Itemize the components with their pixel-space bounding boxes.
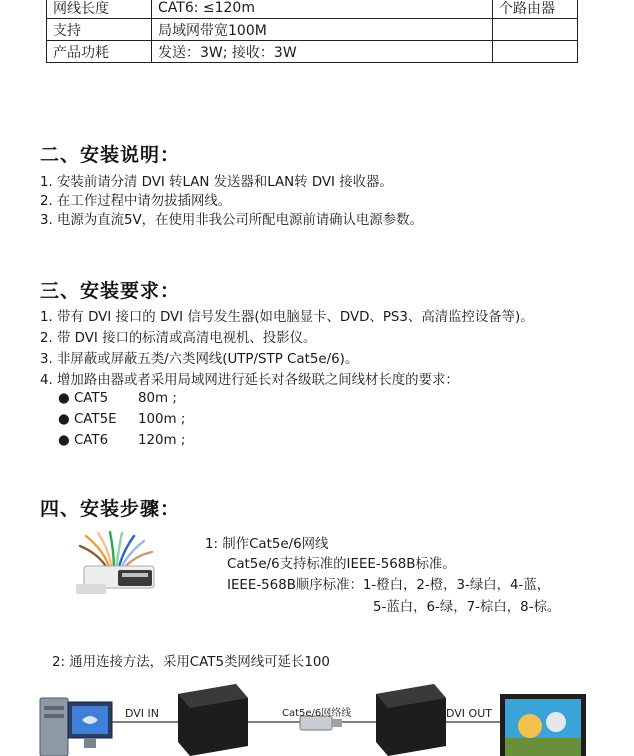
spec-label: 网线长度 [47, 0, 152, 19]
receiver-device-icon [376, 684, 446, 756]
step1-title: 1: 制作Cat5e/6网线 [205, 537, 329, 552]
spec-label: 产品功耗 [47, 41, 152, 63]
step1-order-2: 5-蓝白，6-绿，7-棕白，8-棕。 [373, 600, 561, 615]
install-note-line: 3. 电源为直流5V，在使用非我公司所配电源前请确认电源参数。 [40, 213, 423, 228]
spec-value: 局域网带宽100M [152, 19, 493, 41]
cable-type: ● CAT6 [58, 433, 109, 448]
table-row [47, 19, 578, 41]
pc-tower-icon [40, 698, 68, 756]
requirement-line: 1. 带有 DVI 接口的 DVI 信号发生器(如电脑显卡、DVD、PS3、高清监控设备等)。 [40, 310, 534, 325]
cable-label: Cat5e/6网络线 [282, 708, 352, 719]
cable-length-item [58, 412, 186, 427]
install-note-line: 1. 安装前请分清 DVI 转LAN 发送器和LAN转 DVI 接收器。 [40, 175, 393, 190]
spec-value: CAT6: ≤120m [152, 0, 493, 19]
spec-value: 发送：3W; 接收：3W [152, 41, 493, 63]
cable-type: ● CAT5 [58, 391, 109, 406]
dvi-out-label: DVI OUT [446, 707, 492, 720]
cable-length: 80m ; [138, 391, 177, 406]
section-title-install-requirements: 三、安装要求： [40, 280, 181, 302]
spec-table [46, 0, 578, 63]
section-title-install-notes: 二、安装说明： [40, 144, 181, 166]
table-row [47, 41, 578, 63]
cable-length: 100m ; [138, 412, 186, 427]
dvi-in-label: DVI IN [125, 707, 160, 720]
table-row [47, 0, 578, 19]
cable-length: 120m ; [138, 433, 186, 448]
step2-title: 2: 通用连接方法，采用CAT5类网线可延长100 [52, 655, 330, 670]
network-cable-illustration [66, 530, 166, 600]
install-note-line: 2. 在工作过程中请勿拔插网线。 [40, 194, 232, 209]
spec-note [493, 41, 578, 63]
step1-standard: Cat5e/6支持标准的IEEE-568B标准。 [227, 557, 456, 572]
requirement-line: 2. 带 DVI 接口的标清或高清电视机、投影仪。 [40, 331, 317, 346]
requirement-line: 4. 增加路由器或者采用局域网进行延长对各级联之间线材长度的要求： [40, 373, 459, 388]
requirement-line: 3. 非屏蔽或屏蔽五类/六类网线(UTP/STP Cat5e/6)。 [40, 352, 359, 367]
cable-length-item [58, 433, 186, 448]
spec-note [493, 19, 578, 41]
section-title-install-steps: 四、安装步骤： [40, 498, 181, 520]
pc-monitor-icon [68, 702, 112, 748]
cable-type: ● CAT5E [58, 412, 117, 427]
spec-label: 支持 [47, 19, 152, 41]
spec-note: 个路由器 [493, 0, 578, 19]
transmitter-device-icon [178, 676, 248, 756]
cable-length-item [58, 391, 177, 406]
tv-screen-icon [500, 694, 586, 756]
step1-order-1: IEEE-568B顺序标准：1-橙白，2-橙，3-绿白，4-蓝， [227, 578, 551, 593]
